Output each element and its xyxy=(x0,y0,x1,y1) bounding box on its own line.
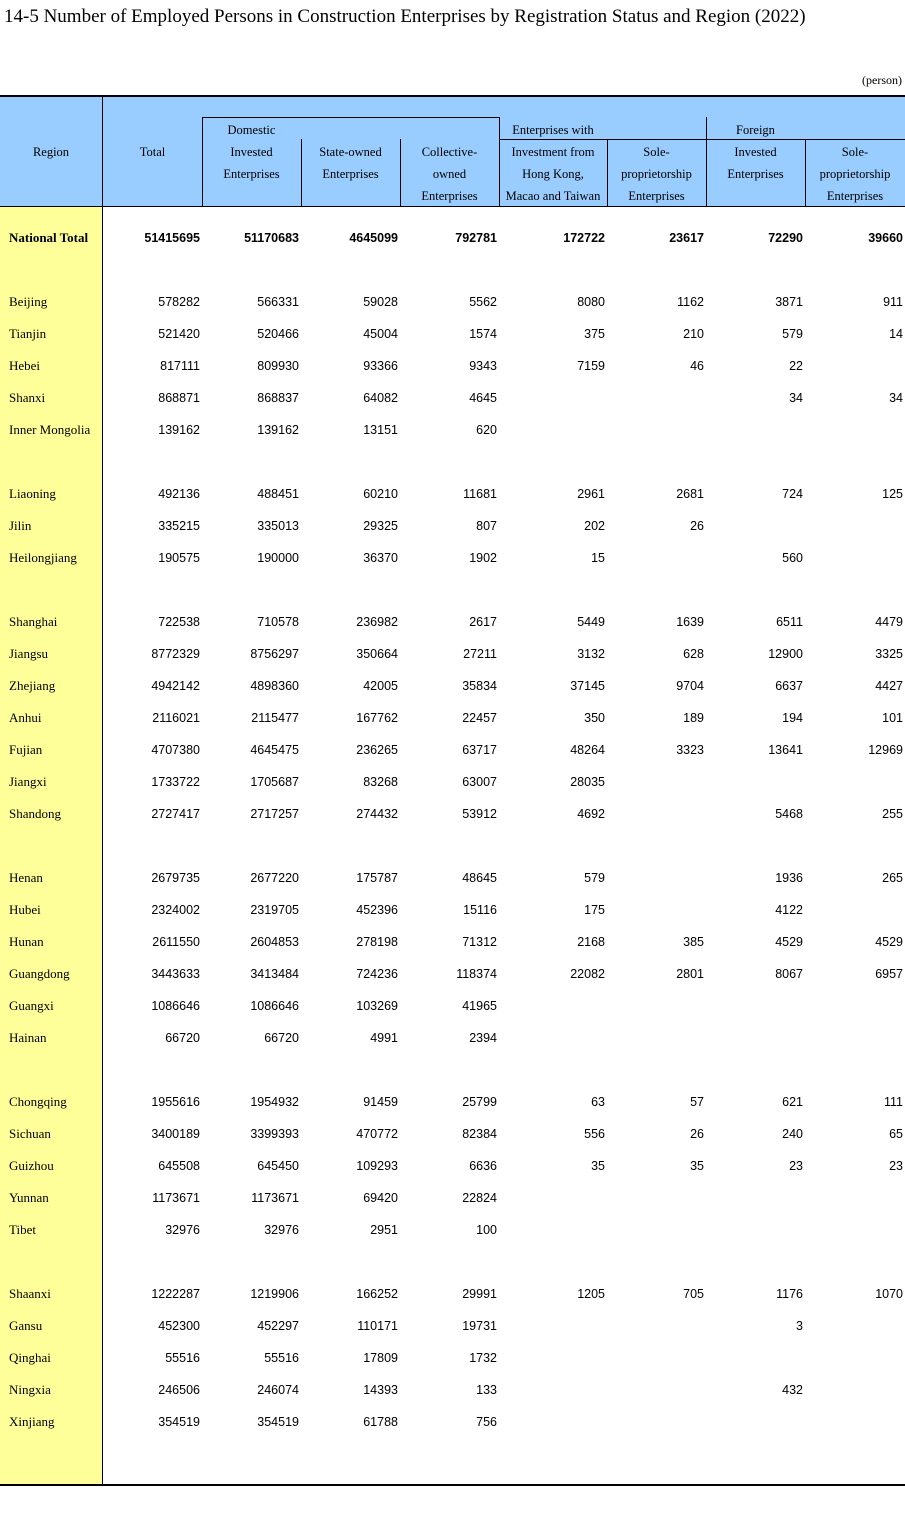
row-region: Ningxia xyxy=(9,1382,51,1397)
row-value: 756 xyxy=(476,1415,497,1429)
row-value: 7159 xyxy=(577,359,605,373)
row-value: 4692 xyxy=(577,807,605,821)
row-value: 61788 xyxy=(363,1415,398,1429)
header-total: Total xyxy=(139,145,166,159)
row-value: 6636 xyxy=(469,1159,497,1173)
row-value: 34 xyxy=(889,391,903,405)
table-row xyxy=(0,382,905,414)
row-value: 1070 xyxy=(875,1287,903,1301)
row-value: 1639 xyxy=(676,615,704,629)
row-value: 3443633 xyxy=(151,967,200,981)
row-region: Jilin xyxy=(9,518,32,533)
row-value: 41965 xyxy=(462,999,497,1013)
row-value: 23 xyxy=(789,1159,803,1173)
row-value: 560 xyxy=(782,551,803,565)
row-value: 55516 xyxy=(165,1351,200,1365)
row-value: 470772 xyxy=(356,1127,398,1141)
row-value: 111 xyxy=(883,1095,903,1109)
row-value: 39660 xyxy=(868,231,903,245)
row-value: 488451 xyxy=(257,487,299,501)
row-value: 4707380 xyxy=(151,743,200,757)
row-value: 2617 xyxy=(469,615,497,629)
row-value: 1162 xyxy=(677,295,704,309)
row-value: 189 xyxy=(683,711,704,725)
row-value: 566331 xyxy=(257,295,299,309)
row-value: 4645099 xyxy=(349,231,398,245)
row-value: 520466 xyxy=(257,327,299,341)
row-value: 2951 xyxy=(370,1223,398,1237)
row-value: 51415695 xyxy=(144,231,200,245)
row-region: Jiangxi xyxy=(9,774,47,789)
row-value: 48264 xyxy=(570,743,605,757)
row-value: 2961 xyxy=(577,487,605,501)
table-row xyxy=(0,350,905,382)
table-row xyxy=(0,286,905,318)
row-value: 63007 xyxy=(462,775,497,789)
row-value: 13641 xyxy=(768,743,803,757)
table-row xyxy=(0,766,905,798)
row-value: 17809 xyxy=(363,1351,398,1365)
row-value: 1705687 xyxy=(250,775,299,789)
table-row xyxy=(0,606,905,638)
row-value: 620 xyxy=(476,423,497,437)
row-value: 71312 xyxy=(462,935,497,949)
row-value: 6957 xyxy=(875,967,903,981)
row-region: Zhejiang xyxy=(9,678,56,693)
row-value: 23 xyxy=(889,1159,903,1173)
row-value: 2168 xyxy=(577,935,605,949)
row-value: 4529 xyxy=(775,935,803,949)
row-value: 1574 xyxy=(469,327,497,341)
row-value: 125 xyxy=(882,487,903,501)
row-value: 246074 xyxy=(257,1383,299,1397)
row-region: Yunnan xyxy=(9,1190,49,1205)
table-row xyxy=(0,958,905,990)
row-value: 19731 xyxy=(462,1319,497,1333)
row-value: 22457 xyxy=(462,711,497,725)
row-value: 724236 xyxy=(356,967,398,981)
row-region: Hebei xyxy=(9,358,41,373)
row-value: 35834 xyxy=(462,679,497,693)
row-value: 65 xyxy=(889,1127,903,1141)
row-region: Jiangsu xyxy=(9,646,48,661)
row-value: 3400189 xyxy=(151,1127,200,1141)
row-value: 1176 xyxy=(776,1287,803,1301)
row-value: 35 xyxy=(591,1159,605,1173)
table-row xyxy=(0,990,905,1022)
row-value: 868871 xyxy=(158,391,200,405)
row-value: 22824 xyxy=(462,1191,497,1205)
row-value: 35 xyxy=(690,1159,704,1173)
row-value: 210 xyxy=(683,327,704,341)
row-region: Chongqing xyxy=(9,1094,67,1109)
row-value: 101 xyxy=(882,711,903,725)
row-value: 3323 xyxy=(676,743,704,757)
row-region: Inner Mongolia xyxy=(9,422,91,437)
row-value: 2727417 xyxy=(151,807,200,821)
row-value: 274432 xyxy=(356,807,398,821)
row-value: 621 xyxy=(782,1095,803,1109)
row-value: 55516 xyxy=(264,1351,299,1365)
row-value: 4122 xyxy=(775,903,803,917)
table-row xyxy=(0,894,905,926)
row-value: 354519 xyxy=(257,1415,299,1429)
page-title: 14-5 Number of Employed Persons in Construction Enterprises by Registration Status and Region (2022) xyxy=(4,6,806,27)
row-value: 2681 xyxy=(676,487,704,501)
row-value: 236982 xyxy=(356,615,398,629)
row-region: Tianjin xyxy=(9,326,47,341)
row-value: 28035 xyxy=(570,775,605,789)
row-value: 5562 xyxy=(469,295,497,309)
table-row xyxy=(0,1406,905,1438)
row-value: 27211 xyxy=(463,647,497,661)
row-value: 8080 xyxy=(577,295,605,309)
row-value: 190575 xyxy=(158,551,200,565)
row-value: 1902 xyxy=(469,551,497,565)
row-value: 2801 xyxy=(676,967,704,981)
row-value: 4427 xyxy=(875,679,903,693)
table-row xyxy=(0,798,905,830)
row-value: 3 xyxy=(796,1319,803,1333)
row-value: 139162 xyxy=(257,423,299,437)
row-value: 63717 xyxy=(462,743,497,757)
row-value: 578282 xyxy=(158,295,200,309)
row-value: 66720 xyxy=(165,1031,200,1045)
row-value: 492136 xyxy=(158,487,200,501)
table-header xyxy=(0,97,905,207)
row-value: 139162 xyxy=(158,423,200,437)
row-value: 91459 xyxy=(363,1095,398,1109)
row-region: Shanxi xyxy=(9,390,46,405)
row-value: 6637 xyxy=(775,679,803,693)
header-region: Region xyxy=(32,145,70,159)
row-value: 2324002 xyxy=(151,903,200,917)
row-value: 1955616 xyxy=(151,1095,200,1109)
row-value: 5468 xyxy=(775,807,803,821)
table-row xyxy=(0,1118,905,1150)
row-value: 48645 xyxy=(462,871,497,885)
row-value: 2677220 xyxy=(250,871,299,885)
table-row xyxy=(0,1374,905,1406)
row-value: 9343 xyxy=(469,359,497,373)
row-value: 246506 xyxy=(158,1383,200,1397)
row-value: 100 xyxy=(476,1223,497,1237)
row-value: 3132 xyxy=(577,647,605,661)
table-row xyxy=(0,1182,905,1214)
row-value: 12900 xyxy=(768,647,803,661)
row-value: 240 xyxy=(782,1127,803,1141)
row-value: 579 xyxy=(584,871,605,885)
row-region: Hubei xyxy=(9,902,41,917)
bottom-rule xyxy=(0,1484,905,1486)
row-value: 64082 xyxy=(363,391,398,405)
row-value: 3871 xyxy=(775,295,803,309)
row-value: 3325 xyxy=(875,647,903,661)
row-value: 66720 xyxy=(264,1031,299,1045)
row-value: 15 xyxy=(591,551,605,565)
row-region: Hunan xyxy=(9,934,44,949)
row-value: 4645475 xyxy=(250,743,299,757)
row-value: 8067 xyxy=(775,967,803,981)
table-row xyxy=(0,1278,905,1310)
row-value: 710578 xyxy=(257,615,299,629)
row-value: 13151 xyxy=(363,423,398,437)
row-value: 452300 xyxy=(158,1319,200,1333)
row-value: 175 xyxy=(584,903,605,917)
row-value: 4529 xyxy=(875,935,903,949)
row-value: 45004 xyxy=(363,327,398,341)
row-value: 2717257 xyxy=(250,807,299,821)
row-value: 42005 xyxy=(363,679,398,693)
row-value: 109293 xyxy=(356,1159,398,1173)
row-value: 32976 xyxy=(165,1223,200,1237)
row-value: 385 xyxy=(683,935,704,949)
row-value: 1086646 xyxy=(250,999,299,1013)
table-row xyxy=(0,222,905,254)
row-value: 82384 xyxy=(462,1127,497,1141)
table-row xyxy=(0,1310,905,1342)
table-row xyxy=(0,1214,905,1246)
row-value: 26 xyxy=(690,1127,704,1141)
row-region: Shaanxi xyxy=(9,1286,51,1301)
table-row xyxy=(0,1022,905,1054)
row-value: 2319705 xyxy=(250,903,299,917)
row-value: 167762 xyxy=(356,711,398,725)
row-region: Anhui xyxy=(9,710,42,725)
row-value: 59028 xyxy=(363,295,398,309)
row-value: 2115477 xyxy=(251,711,299,725)
row-value: 579 xyxy=(782,327,803,341)
header-state-owned: State-owned Enterprises xyxy=(319,145,382,181)
row-value: 14393 xyxy=(363,1383,398,1397)
row-value: 792781 xyxy=(455,231,497,245)
row-value: 705 xyxy=(683,1287,704,1301)
row-value: 190000 xyxy=(257,551,299,565)
row-value: 29325 xyxy=(363,519,398,533)
row-value: 22082 xyxy=(570,967,605,981)
row-value: 1173671 xyxy=(251,1191,299,1205)
row-value: 4479 xyxy=(875,615,903,629)
row-value: 1732 xyxy=(469,1351,497,1365)
header-collective: Collective- owned Enterprises xyxy=(421,145,478,203)
row-region: National Total xyxy=(9,230,89,245)
row-value: 3399393 xyxy=(250,1127,299,1141)
row-region: Guizhou xyxy=(9,1158,54,1173)
row-value: 26 xyxy=(690,519,704,533)
row-region: Gansu xyxy=(9,1318,43,1333)
row-value: 2611550 xyxy=(152,935,200,949)
table-row xyxy=(0,1086,905,1118)
row-value: 452297 xyxy=(257,1319,299,1333)
row-value: 51170683 xyxy=(244,231,299,245)
row-value: 724 xyxy=(782,487,803,501)
header-domestic: Domestic Invested Enterprises xyxy=(223,123,280,181)
table-row xyxy=(0,542,905,574)
table-row xyxy=(0,318,905,350)
table-row xyxy=(0,670,905,702)
row-value: 4991 xyxy=(370,1031,398,1045)
row-value: 1936 xyxy=(775,871,803,885)
row-value: 8772329 xyxy=(151,647,200,661)
row-value: 722538 xyxy=(158,615,200,629)
row-value: 57 xyxy=(690,1095,704,1109)
row-value: 255 xyxy=(882,807,903,821)
table-row xyxy=(0,1342,905,1374)
row-value: 103269 xyxy=(356,999,398,1013)
row-value: 2394 xyxy=(469,1031,497,1045)
row-value: 350 xyxy=(584,711,605,725)
row-region: Shanghai xyxy=(9,614,58,629)
row-value: 4942142 xyxy=(151,679,200,693)
row-value: 118374 xyxy=(456,967,497,981)
table-row xyxy=(0,862,905,894)
row-value: 11681 xyxy=(463,487,497,501)
row-value: 29991 xyxy=(462,1287,497,1301)
row-region: Liaoning xyxy=(9,486,56,501)
table-row xyxy=(0,414,905,446)
row-value: 1219906 xyxy=(250,1287,299,1301)
row-region: Heilongjiang xyxy=(9,550,77,565)
row-value: 194 xyxy=(782,711,803,725)
row-value: 354519 xyxy=(158,1415,200,1429)
row-region: Fujian xyxy=(9,742,43,757)
row-value: 2116021 xyxy=(152,711,200,725)
row-region: Guangxi xyxy=(9,998,54,1013)
header-subline-domestic xyxy=(202,117,499,118)
header-hk-macao-taiwan: Enterprises with Investment from Hong Kong, Macao and Taiwan xyxy=(505,123,601,203)
row-value: 1222287 xyxy=(151,1287,200,1301)
row-value: 4898360 xyxy=(250,679,299,693)
row-value: 350664 xyxy=(356,647,398,661)
row-region: Beijing xyxy=(9,294,48,309)
row-value: 93366 xyxy=(363,359,398,373)
row-value: 1205 xyxy=(577,1287,605,1301)
row-value: 335013 xyxy=(257,519,299,533)
row-value: 645450 xyxy=(257,1159,299,1173)
table-row xyxy=(0,478,905,510)
row-value: 335215 xyxy=(158,519,200,533)
row-region: Sichuan xyxy=(9,1126,51,1141)
row-value: 53912 xyxy=(462,807,497,821)
row-value: 25799 xyxy=(462,1095,497,1109)
row-value: 807 xyxy=(476,519,497,533)
header-foreign-sole-proprietorship: Sole- proprietorship Enterprises xyxy=(819,145,891,203)
row-value: 36370 xyxy=(363,551,398,565)
row-value: 2679735 xyxy=(151,871,200,885)
row-value: 432 xyxy=(782,1383,803,1397)
row-region: Xinjiang xyxy=(9,1414,55,1429)
row-value: 63 xyxy=(591,1095,605,1109)
row-region: Henan xyxy=(9,870,43,885)
row-value: 23617 xyxy=(669,231,704,245)
header-foreign: Foreign Invested Enterprises xyxy=(727,123,784,181)
row-value: 133 xyxy=(476,1383,497,1397)
table-row xyxy=(0,1150,905,1182)
row-value: 9704 xyxy=(676,679,704,693)
row-value: 4645 xyxy=(469,391,497,405)
row-value: 14 xyxy=(889,327,903,341)
row-value: 3413484 xyxy=(250,967,299,981)
row-value: 46 xyxy=(690,359,704,373)
unit-label: (person) xyxy=(862,73,902,87)
row-value: 60210 xyxy=(363,487,398,501)
row-value: 110171 xyxy=(357,1319,398,1333)
row-value: 809930 xyxy=(257,359,299,373)
row-region: Qinghai xyxy=(9,1350,51,1365)
row-value: 12969 xyxy=(868,743,903,757)
header-hk-sole-proprietorship: Sole- proprietorship Enterprises xyxy=(621,145,692,203)
row-value: 1173671 xyxy=(152,1191,200,1205)
row-value: 1954932 xyxy=(250,1095,299,1109)
row-value: 22 xyxy=(789,359,803,373)
table-row xyxy=(0,734,905,766)
table-row xyxy=(0,926,905,958)
row-value: 452396 xyxy=(356,903,398,917)
row-value: 69420 xyxy=(363,1191,398,1205)
table-row xyxy=(0,510,905,542)
row-value: 1086646 xyxy=(151,999,200,1013)
row-value: 911 xyxy=(883,295,903,309)
row-value: 8756297 xyxy=(250,647,299,661)
row-value: 34 xyxy=(789,391,803,405)
row-region: Hainan xyxy=(9,1030,47,1045)
row-value: 817111 xyxy=(160,359,200,373)
row-region: Shandong xyxy=(9,806,61,821)
row-value: 166252 xyxy=(356,1287,398,1301)
row-value: 375 xyxy=(584,327,605,341)
row-value: 6511 xyxy=(776,615,803,629)
row-value: 1733722 xyxy=(151,775,200,789)
row-value: 236265 xyxy=(356,743,398,757)
row-value: 556 xyxy=(584,1127,605,1141)
row-value: 175787 xyxy=(356,871,398,885)
row-value: 5449 xyxy=(577,615,605,629)
row-value: 37145 xyxy=(570,679,605,693)
table-row xyxy=(0,702,905,734)
row-value: 15116 xyxy=(463,903,497,917)
table-row xyxy=(0,638,905,670)
row-value: 645508 xyxy=(158,1159,200,1173)
row-region: Tibet xyxy=(9,1222,36,1237)
row-region: Guangdong xyxy=(9,966,70,981)
row-value: 172722 xyxy=(563,231,605,245)
row-value: 521420 xyxy=(158,327,200,341)
row-value: 278198 xyxy=(356,935,398,949)
row-value: 202 xyxy=(584,519,605,533)
row-value: 628 xyxy=(683,647,704,661)
row-value: 72290 xyxy=(768,231,803,245)
row-value: 868837 xyxy=(257,391,299,405)
row-value: 265 xyxy=(882,871,903,885)
row-value: 32976 xyxy=(264,1223,299,1237)
row-value: 2604853 xyxy=(250,935,299,949)
row-value: 83268 xyxy=(363,775,398,789)
